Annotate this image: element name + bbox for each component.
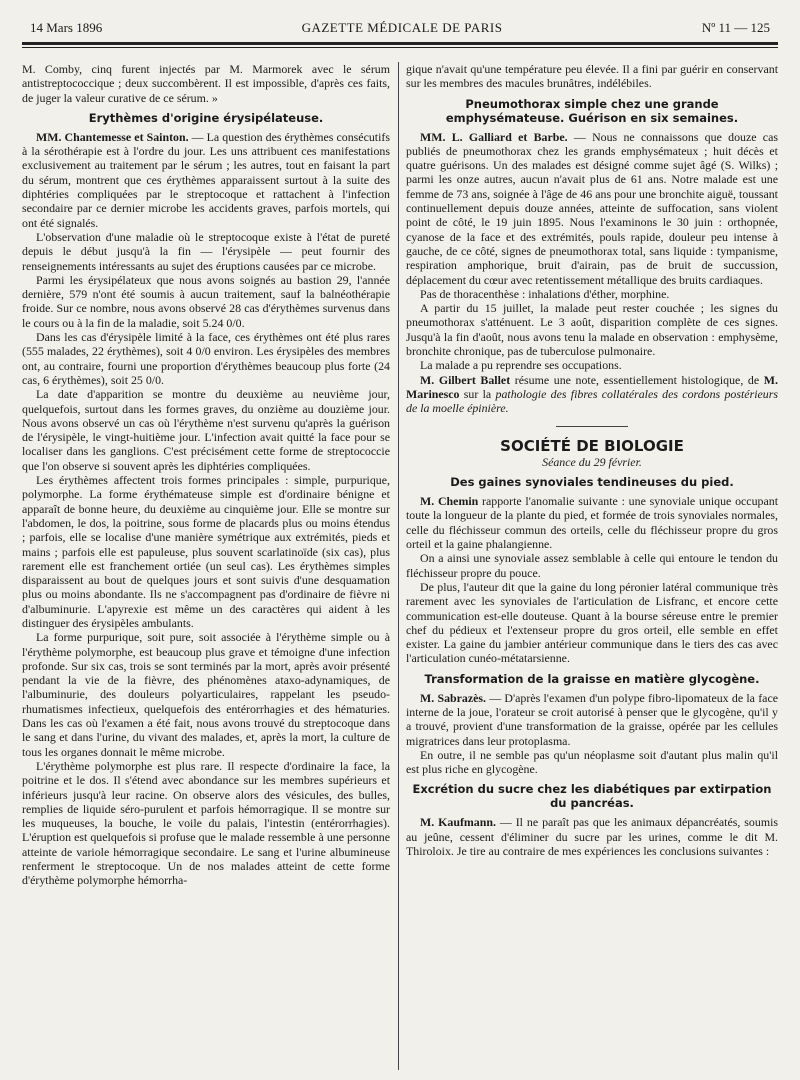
paragraph: M. Comby, cinq furent injectés par M. Marmorek avec le sérum antistreptococcique ; deux succombèrent. Il est impossible, d'après ces faits, de juger la valeur curative de ce sérum. » — [22, 62, 390, 105]
section-heading: Pneumothorax simple chez une grande emphysémateuse. Guérison en six semaines. — [445, 96, 739, 125]
section-heading: Excrétion du sucre chez les diabétiques par extirpation du pancréas. — [412, 782, 772, 811]
issue-page-number: Nº 11 — 125 — [701, 20, 770, 35]
author-name: M. Chemin — [420, 494, 479, 509]
paragraph: Pas de thoracenthèse : inhalations d'éther, morphine. — [420, 286, 670, 301]
author-name: M. Marinesco — [406, 372, 778, 401]
header-rule-thick — [22, 42, 778, 45]
paragraph: Dans les cas d'érysipèle limité à la face, ces érythèmes ont été plus rares (555 malades, 22 érythèmes), soit 4 0/0 environ. Les érysipèles des membres ont, au contraire, fourni une proportion d'érythèmes beaucoup plus forte (24 cas, 6 érythèmes), soit 25 0/0. — [22, 330, 390, 387]
paragraph: On a ainsi une synoviale assez semblable à celle qui entoure le tendon du fléchisseur propre du pouce. — [406, 551, 778, 580]
author-name: M. Kaufmann. — [420, 815, 496, 830]
author-name: MM. Chantemesse et Sainton. — [36, 129, 189, 144]
paragraph-text: — D'après l'examen d'un polype fibro-lipomateux de la face interne de la joue, l'orateur se croit autorisé à penser que le glycogène, qu'il y a trouvé, provient d'une transformation de la graisse, opérée par les cellules migratrices dans leur protoplasma. — [406, 690, 778, 748]
author-name: M. Sabrazès. — [420, 690, 487, 705]
header-rule-thin — [22, 47, 778, 48]
section-heading: Erythèmes d'origine érysipélateuse. — [88, 110, 324, 125]
paragraph-text: sur la — [459, 386, 496, 401]
society-heading: SOCIÉTÉ DE BIOLOGIE — [500, 436, 684, 455]
issue-date: 14 Mars 1896 — [30, 20, 103, 35]
paragraph: La date d'apparition se montre du deuxième au neuvième jour, quelquefois, surtout dans les formes graves, du onzième au douzième jour. Nous avons observé un cas où l'érythème n'est survenu qu'après la guérison de l'érysipèle, le vingt-huitième jour. L'infection avait quitté la face pour se localiser dans les ganglions. C'est précisément cette forme de streptococcie que l'on observe si souvent après les diphtéries compliquées. — [22, 387, 390, 473]
paragraph — [406, 373, 778, 416]
section-rule — [556, 426, 628, 427]
section-heading: Des gaines synoviales tendineuses du pied. — [450, 475, 734, 490]
paragraph: Parmi les érysipélateux que nous avons soignés au bastion 29, l'année dernière, 579 n'ont été soumis à aucun traitement, sauf la balnéothérapie froide. Sur ce nombre, nous avons observé 28 cas d'érythèmes survenus dans le cours ou à la fin de la maladie, soit 5.24 0/0. — [22, 272, 390, 330]
paragraph-text: — La question des érythèmes consécutifs à la sérothérapie est à l'ordre du jour. Les uns attribuent ces manifestations exclusivement au traitement par le sérum ; les autres, tout en faisant la part du sérum, montrent que ces érythèmes apparaissent surtout à la suite des diphtéries compliquées par le streptocoque et rattachent à l'infection secondaire par ce dernier microbe les accidents graves, parfois mortels, qui ont été signalés. — [22, 129, 390, 230]
column-divider — [398, 62, 399, 1070]
paragraph-text: — Il ne paraît pas que les animaux dépancréatés, soumis au jeûne, cessent d'éliminer du sucre par les urines, comme le dit M. Thiroloix. Je tire au contraire de mes expériences les conclusions suivantes : — [406, 815, 778, 859]
paragraph: La forme purpurique, soit pure, soit associée à l'érythème simple ou à l'érythème polymorphe, est beaucoup plus grave et témoigne d'une infection profonde. Sur six cas, trois se sont terminés par la mort, après avoir présenté pendant la vie de la fièvre, des phénomènes ataxo-adynamiques, de l'albuminurie, des douleurs polyarticulaires, rappelant les pseudo-rhumatismes infectieux, quelquefois des entérorrhagies et des hématuries. Dans les cas où l'examen a été fait, nous avons trouvé du streptocoque dans le sang et dans l'urine, du vivant des malades, et, après la mort, la culture de tous les organes donnait le même microbe. — [22, 630, 390, 759]
paper-title: pathologie des fibres collatérales des cordons postérieurs de la moelle épinière. — [406, 386, 778, 416]
paragraph: En outre, il ne semble pas qu'un néoplasme soit d'autant plus malin qu'il est plus riche en glycogène. — [406, 747, 778, 777]
paragraph-text: résume une note, essentiellement histologique, de — [510, 372, 764, 387]
paragraph-text: — Nous ne connaissons que douze cas publiés de pneumothorax chez les grands emphysémateux ; huit décès et quatre guérisons. Un des malades est désigné comme sujet âgé (S. Wilks) ; parmi les onze autres, aucun n'avait plus de 61 ans. Notre malade est une femme de 73 ans, soignée à l'âge de 46 ans pour une bronchite aiguë, toussant continuellement depuis douze années, atteinte de suffocation, sans violent point de côté, le 19 juin 1895. Nous l'examinons le 30 juin : orthopnée, cyanose de la face et des extrémités, pouls rapide, douleur peu intense à gauche, de ce côté, signes de pneumothorax total, sans liquide : tympanisme, respiration amphorique, bruit d'airain, pas de bruit de succussion, déplacement du cœur avec retentissement métallique des bruits cardiaques. — [406, 129, 778, 287]
paragraph: Les érythèmes affectent trois formes principales : simple, purpurique, polymorphe. La forme érythémateuse simple est d'ordinaire bénigne et apparaît de bonne heure, du deuxième au cinquième jour. Elle se montre sur l'abdomen, le dos, la poitrine, sous forme de placards plus ou moins étendus ; parfois, elle se localise d'une manière symétrique aux extrémités, pieds et mains ; parfois elle est papuleuse, plus souvent scarlatinoïde (six cas), plus rarement elle est franchement ortiée (un seul cas). Les érythèmes simples disparaissent au bout de quelques jours et sont suivis d'une desquamation plus ou moins abondante. Ils ne s'accompagnent pas d'ordinaire de fièvre ni d'albuminurie. L'apyrexie est même un des caractères qui aident à les distinguer des érysipèles ambulants. — [22, 473, 390, 630]
paragraph — [406, 815, 778, 858]
section-heading: Transformation de la graisse en matière glycogène. — [424, 671, 760, 686]
paragraph — [406, 130, 778, 287]
paragraph: De plus, l'auteur dit que la gaine du long péronier latéral communique très rarement avec les synoviales de l'articulation de Lisfranc, et encore cette communication est-elle douteuse. Quant à la bourse séreuse entre le premier chef du pédieux et l'extenseur propre du gros orteil, elle semble en effet exister. La gaine du jambier antérieur communique dans le tiers des cas avec l'articulation cunéo-métatarsienne. — [406, 579, 778, 666]
paragraph-text: rapporte l'anomalie suivante : une synoviale unique occupant toute la longueur de la plante du pied, et formée de trois synoviales normales, celle du fléchisseur commun des orteils, celle du fléchisseur propre du gros orteil et la gaine phalangienne. — [406, 494, 778, 552]
paragraph: gique n'avait qu'une température peu élevée. Il a fini par guérir en conservant sur les membres des macules brunâtres, indélébiles. — [406, 62, 778, 91]
session-date: Séance du 29 février. — [542, 454, 642, 469]
paragraph: L'observation d'une maladie où le streptocoque existe à l'état de pureté depuis le début jusqu'à la fin — l'érysipèle — peut fournir des renseignements intéressants au sujet des éruptions causées par ce microbe. — [22, 229, 390, 273]
author-name: M. Gilbert Ballet — [420, 372, 511, 387]
right-column — [406, 62, 778, 1080]
left-column — [22, 62, 390, 1080]
paragraph: L'érythème polymorphe est plus rare. Il respecte d'ordinaire la face, la poitrine et le dos. Il s'étend avec abondance sur les membres supérieurs et inférieurs jusqu'à leur racine. On observe alors des vésicules, des bulles, remplies de liquide séro-purulent et parfois hémorragique. Il se montre sur les muqueuses, la bouche, le voile du palais, l'intestin (entérorrhagies). L'éruption est quelquefois si profuse que le malade ressemble à une personne atteinte de variole hémorragique secondaire. Le sang et l'urine albumineuse renferment le streptocoque. Un de nos malades atteint de cette forme d'érythème polymorphe hémorrha- — [22, 758, 390, 888]
running-head — [30, 16, 770, 40]
paragraph — [406, 494, 778, 551]
paragraph: La malade a pu reprendre ses occupations. — [420, 358, 622, 373]
journal-title: GAZETTE MÉDICALE DE PARIS — [301, 20, 503, 35]
paragraph: A partir du 15 juillet, la malade peut rester couchée ; les signes du pneumothorax s'atténuent. Le 3 août, disparition complète de ces signes. Jusqu'à la fin d'août, nous avons tenu la malade en observation : emphysème, bronchite chronique, pas de tuberculose pulmonaire. — [406, 301, 778, 359]
paragraph — [22, 130, 390, 230]
author-name: MM. L. Galliard et Barbe. — [420, 129, 568, 144]
paragraph — [406, 691, 778, 748]
